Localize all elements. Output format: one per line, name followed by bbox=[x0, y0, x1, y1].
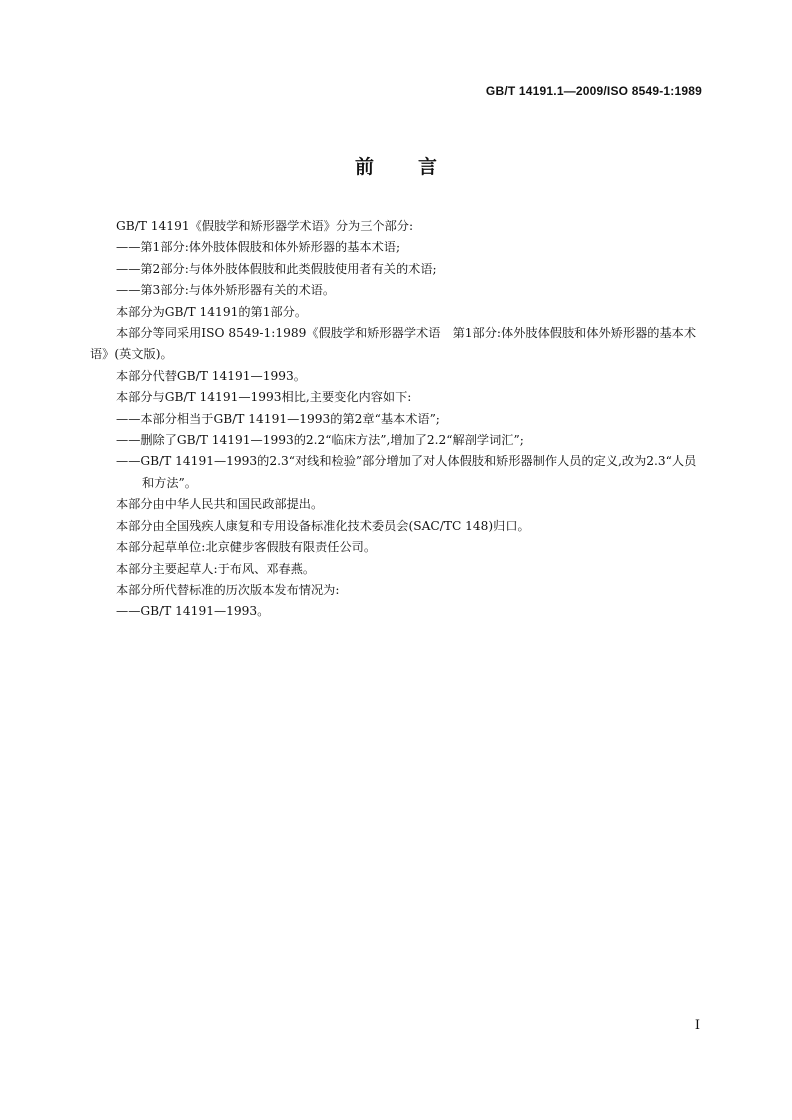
paragraph: 本部分主要起草人:于布风、邓春燕。 bbox=[116, 561, 316, 576]
list-item: ——本部分相当于GB/T 14191—1993的第2章“基本术语”; bbox=[116, 411, 440, 426]
standard-code-header: GB/T 14191.1—2009/ISO 8549-1:1989 bbox=[485, 84, 702, 98]
paragraph: GB/T 14191《假肢学和矫形器学术语》分为三个部分: bbox=[116, 219, 414, 233]
paragraph: 本部分为GB/T 14191的第1部分。 bbox=[116, 304, 308, 319]
paragraph: 本部分等同采用ISO 8549-1:1989《假肢学和矫形器学术语 第1部分:体外肢体假肢和体外矫形器的基本术语》(英文版)。 bbox=[90, 326, 697, 362]
list-item: ——第1部分:体外肢体假肢和体外矫形器的基本术语; bbox=[116, 240, 401, 255]
list-item: ——删除了GB/T 14191—1993的2.2“临床方法”,增加了2.2“解剖学词汇”; bbox=[116, 433, 524, 448]
list-item: ——第3部分:与体外矫形器有关的术语。 bbox=[116, 283, 336, 298]
paragraph: 本部分起草单位:北京健步客假肢有限责任公司。 bbox=[116, 540, 377, 555]
list-item: ——GB/T 14191—1993的2.3“对线和检验”部分增加了对人体假肢和矫形器制作人员的定义,改为2.3“人员和方法”。 bbox=[116, 454, 697, 490]
paragraph: 本部分代替GB/T 14191—1993。 bbox=[116, 368, 306, 383]
paragraph: 本部分由全国残疾人康复和专用设备标准化技术委员会(SAC/TC 148)归口。 bbox=[116, 518, 530, 533]
paragraph: 本部分所代替标准的历次版本发布情况为: bbox=[116, 582, 340, 597]
page-number: I bbox=[694, 1018, 700, 1033]
page-title: 前言 bbox=[354, 156, 481, 178]
list-item: ——第2部分:与体外肢体假肢和此类假肢使用者有关的术语; bbox=[116, 261, 437, 276]
preface-body bbox=[90, 216, 702, 623]
paragraph: 本部分由中华人民共和国民政部提出。 bbox=[116, 497, 324, 512]
list-item: ——GB/T 14191—1993。 bbox=[116, 604, 270, 619]
paragraph: 本部分与GB/T 14191—1993相比,主要变化内容如下: bbox=[116, 390, 412, 405]
